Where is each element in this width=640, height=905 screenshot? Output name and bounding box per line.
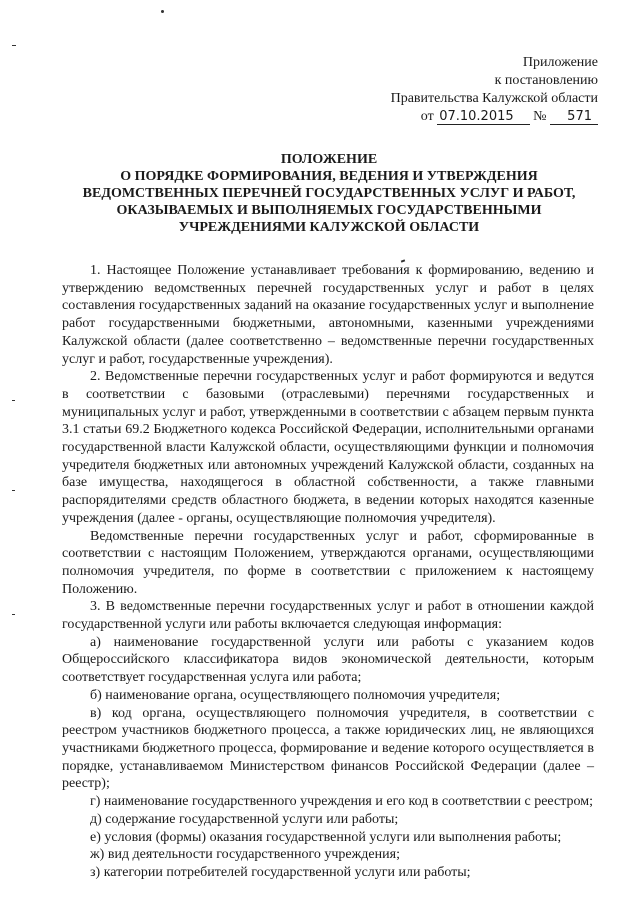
scan-edge-mark xyxy=(12,400,15,401)
title-line: О ПОРЯДКЕ ФОРМИРОВАНИЯ, ВЕДЕНИЯ И УТВЕРЖДЕНИЯ xyxy=(120,169,538,184)
title-line: ВЕДОМСТВЕННЫХ ПЕРЕЧНЕЙ ГОСУДАРСТВЕННЫХ УСЛУГ И РАБОТ, xyxy=(82,186,576,201)
paragraph-2-continued: Ведомственные перечни государственных услуг и работ, сформированные в соответствии с настоящим Положением, утверждаются органами, осуществляющими полномочия учредителя, по форме в соответствии с приложением к настоящему Положению. xyxy=(62,528,594,597)
paragraph-1: 1. Настоящее Положение устанавливает требования к формированию, ведению и утверждению ведомственных перечней государственных услуг и работ в целях составления государственных заданий на оказание государственных услуг и выполнение работ государственными бюджетными, автономными, казенными учреждениями Калужской области (далее соответственно – ведомственные перечни государственных услуг и работ, государственные учреждения). xyxy=(62,263,594,367)
list-item-g: г) наименование государственного учреждения и его код в соответствии с реестром; xyxy=(90,794,593,810)
document-number: 571 xyxy=(550,109,598,125)
title-line: УЧРЕЖДЕНИЯМИ КАЛУЖСКОЙ ОБЛАСТИ xyxy=(178,220,480,235)
document-date: 07.10.2015 xyxy=(437,109,529,125)
appendix-issuer: Правительства Калужской области xyxy=(390,91,598,106)
appendix-resolution: к постановлению xyxy=(494,73,598,88)
scan-edge-mark xyxy=(12,614,15,615)
list-item-v: в) код органа, осуществляющего полномочия учредителя, в соответствии с реестром участников бюджетного процесса, а также юридических лиц, не являющихся участниками бюджетного процесса, формирование и ведение которого осуществляется в порядке, устанавливаемом Министерством финансов Российской Федерации (далее – реестр); xyxy=(62,705,594,792)
list-item-b: б) наименование органа, осуществляющего полномочия учредителя; xyxy=(90,687,501,703)
list-item-a: а) наименование государственной услуги или работы с указанием кодов Общероссийского классификатора видов экономической деятельности, которым соответствует государственная услуга или работа; xyxy=(62,634,594,686)
date-prefix: от xyxy=(420,109,434,124)
paragraph-3: 3. В ведомственные перечни государственных услуг и работ в отношении каждой государственной услуги или работы включается следующая информация: xyxy=(62,599,594,633)
appendix-date-line xyxy=(338,108,598,126)
scan-speck xyxy=(161,10,164,13)
paragraph-2: 2. Ведомственные перечни государственных услуг и работ формируются и ведутся в соответствии с базовыми (отраслевыми) перечнями государственных и муниципальных услуг и работ, утвержденными в соответствии с абзацем первым пункта 3.1 статьи 69.2 Бюджетного кодекса Российской Федерации, исполнительными органами государственной власти Калужской области, осуществляющими функции и полномочия учредителя бюджетных или автономных учреждений Калужской области, созданных на базе имущества, находящегося в областной собственности, а также главными распорядителями средств областного бюджета, в ведении которых находятся казенные учреждения (далее - органы, осуществляющие полномочия учредителя). xyxy=(62,369,594,526)
list-item-d: д) содержание государственной услуги или работы; xyxy=(90,811,399,827)
appendix-label: Приложение xyxy=(522,55,598,70)
document-body xyxy=(62,262,594,882)
scan-edge-mark xyxy=(12,45,16,46)
list-item-e: е) условия (формы) оказания государственной услуги или выполнения работы; xyxy=(90,829,562,845)
title-line: ОКАЗЫВАЕМЫХ И ВЫПОЛНЯЕМЫХ ГОСУДАРСТВЕННЫМИ xyxy=(116,203,542,218)
list-item-z: з) категории потребителей государственной услуги или работы; xyxy=(90,864,471,880)
scan-edge-mark xyxy=(12,490,15,491)
appendix-header xyxy=(338,54,598,126)
list-item-zh: ж) вид деятельности государственного учреждения; xyxy=(90,847,400,863)
document-title xyxy=(64,151,594,236)
title-line: ПОЛОЖЕНИЕ xyxy=(280,152,378,167)
number-sign: № xyxy=(533,109,547,124)
